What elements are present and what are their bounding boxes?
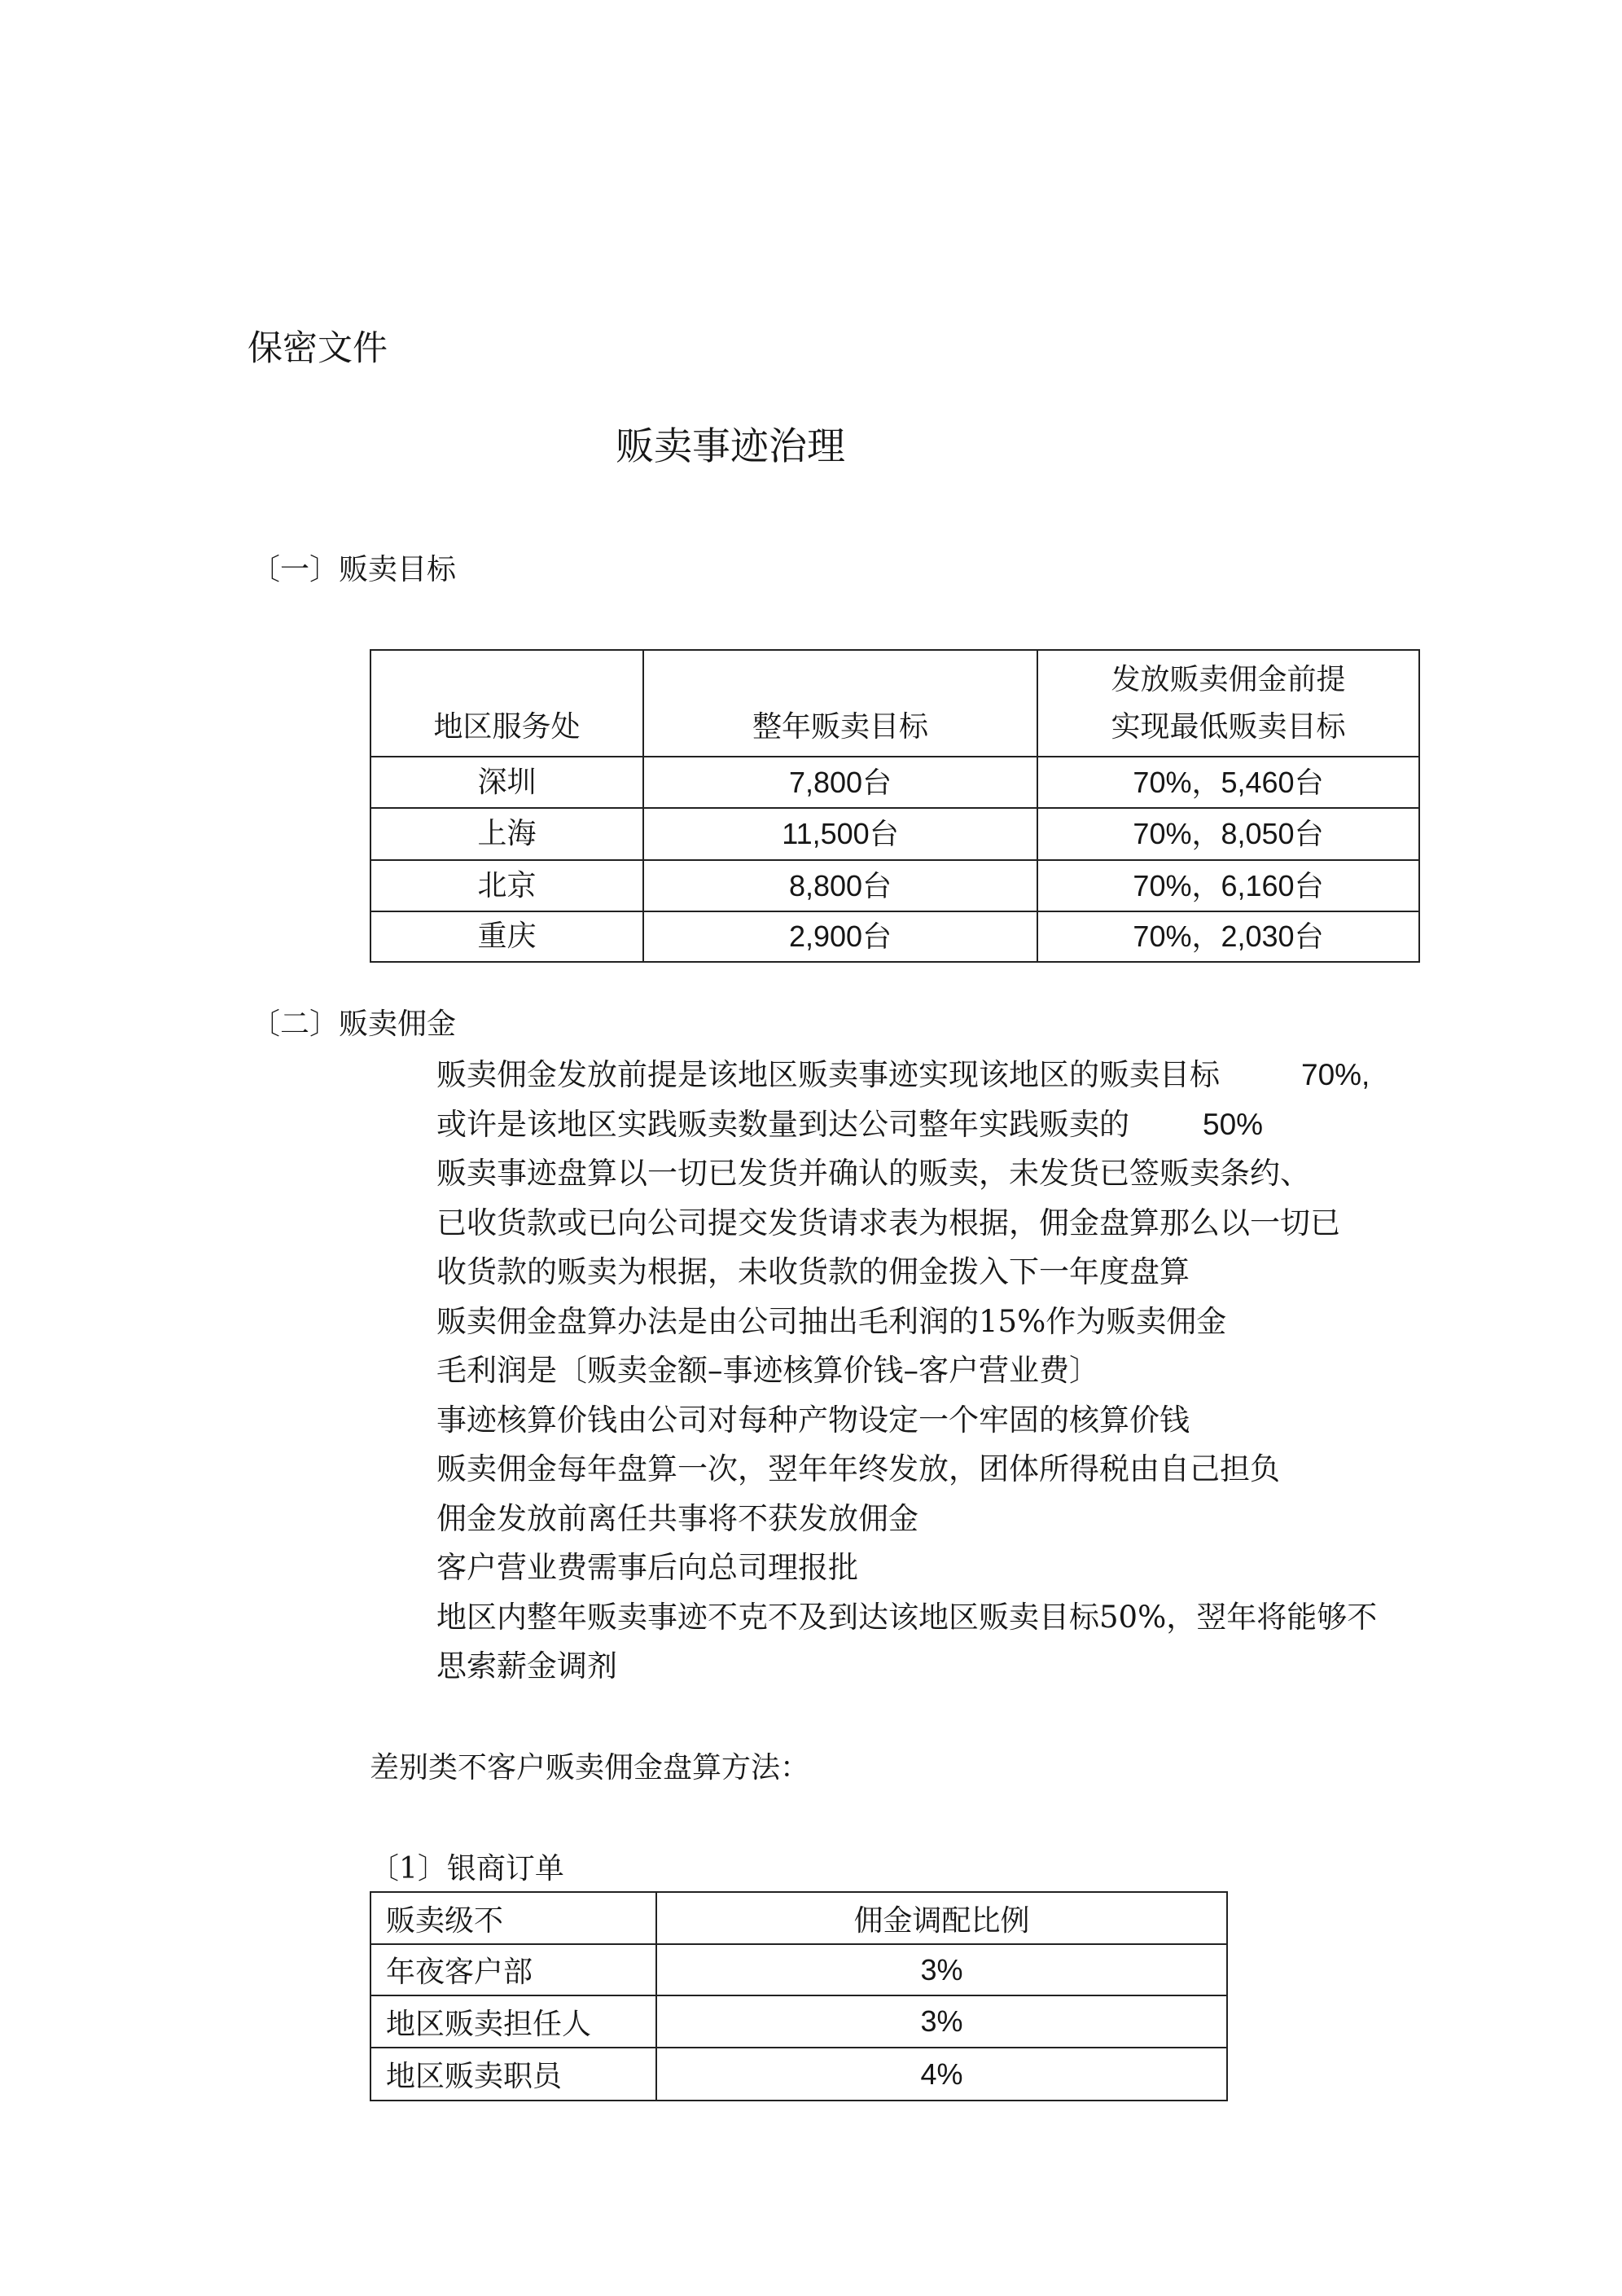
table-row [370, 757, 1419, 808]
commission-ratio-table [370, 1891, 1228, 2101]
paragraph-line: 事迹核算价钱由公司对每种产物设定一个牢固的核算价钱 [436, 1402, 1190, 1438]
section-heading-sales-targets: 〔一〕贩卖目标 [251, 553, 457, 586]
document-title: 贩卖事迹治理 [616, 424, 845, 469]
table-row [370, 1995, 1227, 2048]
header-condition-line1: 发放贩卖佣金前提 [1111, 663, 1346, 696]
header-commission-condition [1037, 650, 1419, 757]
cell-ratio: 4% [656, 2048, 1227, 2101]
cell-region: 上海 [370, 808, 643, 860]
paragraph-line [436, 1051, 1377, 1100]
paragraph-line: 贩卖佣金每年盘算一次，翌年年终发放，团体所得税由自己担负 [436, 1451, 1280, 1486]
table-header-row [370, 1892, 1227, 1944]
paragraph-line: 贩卖佣金盘算办法是由公司抽出毛利润的15%作为贩卖佣金 [436, 1303, 1227, 1339]
cell-ratio: 3% [656, 1944, 1227, 1995]
header-condition-line2: 实现最低贩卖目标 [1111, 710, 1346, 744]
commission-method-intro: 差别类不客户贩卖佣金盘算方法： [370, 1751, 810, 1785]
table-row [370, 911, 1419, 962]
confidential-label: 保密文件 [248, 328, 388, 369]
paragraph-line: 贩卖事迹盘算以一切已发货并确认的贩卖，未发货已签贩卖条约、 [436, 1156, 1310, 1191]
line-value: 70%, [1301, 1058, 1370, 1091]
cell-region: 北京 [370, 860, 643, 911]
header-annual-target: 整年贩卖目标 [643, 650, 1037, 757]
commission-rules-text [436, 1051, 1377, 1692]
table-row [370, 2048, 1227, 2101]
cell-annual-target: 2,900台 [643, 911, 1037, 962]
line-value: 50% [1203, 1107, 1264, 1141]
header-region: 地区服务处 [370, 650, 643, 757]
cell-region: 重庆 [370, 911, 643, 962]
paragraph-line [436, 1100, 1377, 1150]
cell-sales-level: 地区贩卖职员 [370, 2048, 656, 2101]
cell-region: 深圳 [370, 757, 643, 808]
table-row [370, 808, 1419, 860]
paragraph-line: 地区内整年贩卖事迹不克不及到达该地区贩卖目标50%，翌年将能够不 [436, 1599, 1378, 1635]
cell-minimum-target: 70%，6,160台 [1037, 860, 1419, 911]
subheading-order-type: 〔1〕银商订单 [370, 1852, 564, 1886]
line-text: 贩卖佣金发放前提是该地区贩卖事迹实现该地区的贩卖目标 [436, 1057, 1220, 1092]
paragraph-line: 思索薪金调剂 [436, 1648, 617, 1684]
paragraph-line: 毛利润是〔贩卖金额–事迹核算价钱–客户营业费〕 [436, 1353, 1099, 1388]
paragraph-line: 佣金发放前离任共事将不获发放佣金 [436, 1500, 918, 1536]
sales-target-table [370, 649, 1420, 963]
line-text: 或许是该地区实践贩卖数量到达公司整年实践贩卖的 [436, 1106, 1129, 1142]
cell-annual-target: 11,500台 [643, 808, 1037, 860]
header-sales-level: 贩卖级不 [370, 1892, 656, 1944]
section-heading-commission: 〔二〕贩卖佣金 [251, 1008, 457, 1041]
cell-minimum-target: 70%，8,050台 [1037, 808, 1419, 860]
cell-sales-level: 年夜客户部 [370, 1944, 656, 1995]
table-row [370, 860, 1419, 911]
table-row [370, 1944, 1227, 1995]
paragraph-line: 客户营业费需事后向总司理报批 [436, 1550, 858, 1585]
paragraph-line: 已收货款或已向公司提交发货请求表为根据，佣金盘算那么以一切已 [436, 1205, 1340, 1240]
header-commission-ratio: 佣金调配比例 [656, 1892, 1227, 1944]
cell-annual-target: 8,800台 [643, 860, 1037, 911]
cell-minimum-target: 70%，5,460台 [1037, 757, 1419, 808]
paragraph-line: 收货款的贩卖为根据，未收货款的佣金拨入下一年度盘算 [436, 1254, 1190, 1289]
cell-minimum-target: 70%，2,030台 [1037, 911, 1419, 962]
cell-sales-level: 地区贩卖担任人 [370, 1995, 656, 2048]
cell-ratio: 3% [656, 1995, 1227, 2048]
cell-annual-target: 7,800台 [643, 757, 1037, 808]
table-header-row [370, 650, 1419, 757]
